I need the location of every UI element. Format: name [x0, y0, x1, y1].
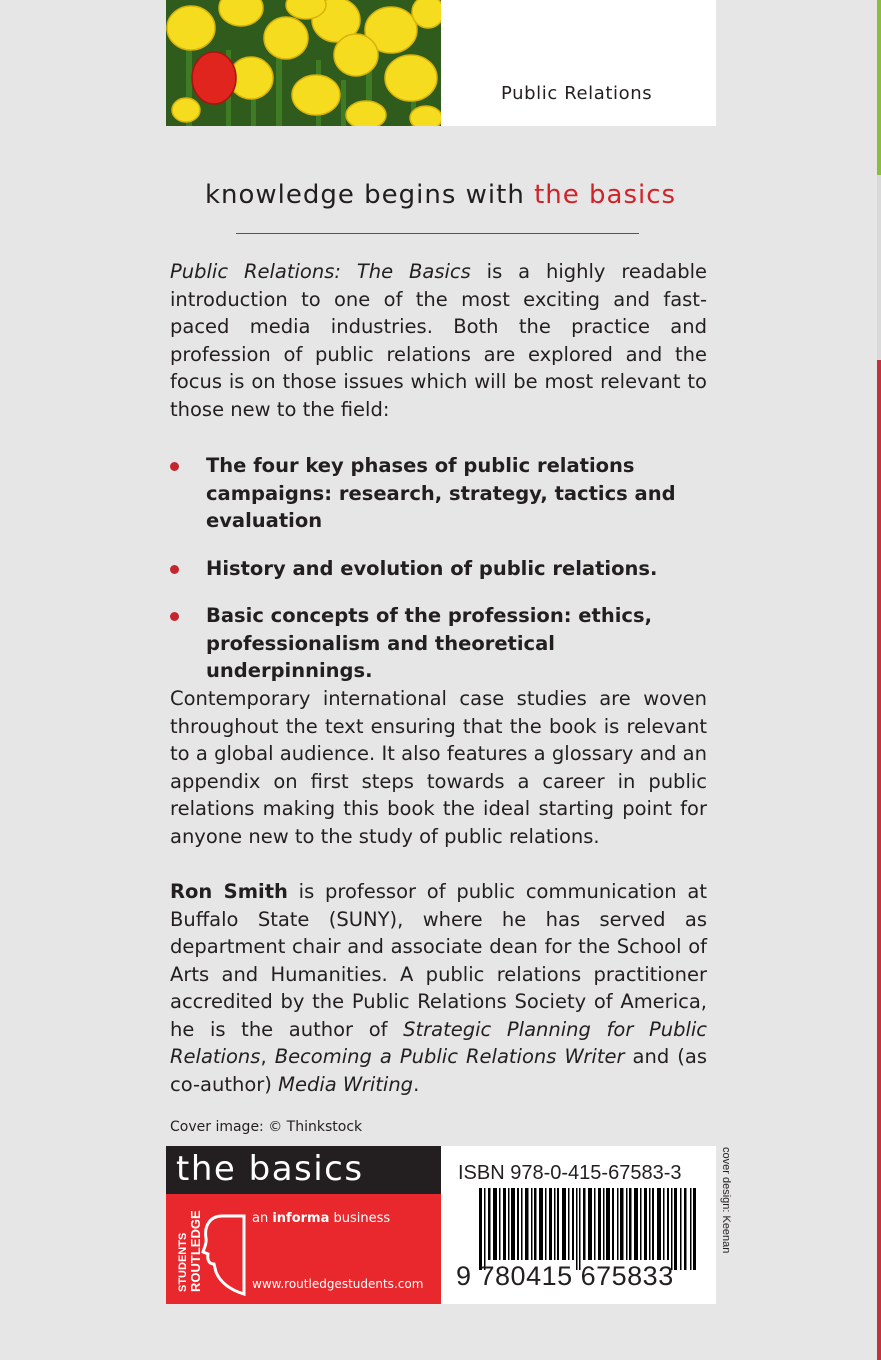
isbn-label: ISBN 978-0-415-67583-3 [458, 1162, 682, 1184]
bullet-text: History and evolution of public relations. [206, 556, 658, 580]
intro-paragraph [170, 258, 707, 423]
informa-line [252, 1211, 390, 1226]
bullet-dot [170, 612, 179, 621]
edge-red [877, 360, 881, 1360]
bullet-text: The four key phases of public relations campaigns: research, strategy, tactics and evaluation [206, 454, 676, 532]
list-item [170, 602, 715, 685]
case-studies-paragraph: Contemporary international case studies are woven throughout the text ensuring that the book is relevant to a global audience. It also features a glossary and an appendix on first steps towards a career in public relations making this book the ideal starting point for anyone new to the study of public relations. [170, 687, 707, 848]
series-block [166, 1146, 441, 1304]
informa-bold: informa [272, 1211, 330, 1226]
bio-sep-1: , [260, 1045, 275, 1068]
book-title-1: Strategic Planning for Public Relations [170, 1017, 708, 1068]
informa-prefix: an [252, 1211, 273, 1226]
book-title: Public Relations [501, 83, 653, 104]
tulip-photo [166, 0, 441, 126]
cover-image-credit: Cover image: © Thinkstock [170, 1119, 363, 1135]
bio-sep-2: and (as co-author) [170, 1045, 707, 1096]
intro-text: is a highly readable introduction to one of the most exciting and fast-paced media industries. Both the practice and profession of public relations are explored and the focus is on those issues which will be most relevant to those new to the field: [170, 260, 707, 421]
bullet-dot [170, 565, 179, 574]
tagline-accent: the basics [534, 180, 677, 210]
bio-text: is professor of public communication at Buffalo State (SUNY), where he has served as department chair and associate dean for the School of Arts and Humanities. A public relations practitioner accredited by the Public Relations Society of America, he is the author of [170, 880, 707, 1041]
author-name: Ron Smith [170, 880, 288, 903]
barcode-box [441, 1146, 716, 1304]
tagline [0, 180, 881, 210]
logo-word-1: STUDENTS [177, 1232, 189, 1292]
intro-book-title: Public Relations: The Basics [170, 260, 471, 283]
bullet-list [170, 452, 715, 705]
barcode-digits: 9 780415 675833 [456, 1261, 674, 1291]
divider [236, 233, 639, 234]
series-name: the basics [176, 1149, 364, 1189]
bullet-dot [170, 462, 179, 471]
logo-word-2: ROUTLEDGE [188, 1210, 203, 1292]
cover-design-credit: cover design: Keenan [720, 1147, 732, 1254]
informa-suffix: business [329, 1211, 391, 1226]
list-item [170, 452, 715, 535]
title-panel [441, 0, 716, 126]
book-title-2: Becoming a Public Relations Writer [274, 1045, 625, 1068]
bio-end: . [413, 1072, 420, 1096]
routledge-logo [174, 1208, 246, 1296]
list-item [170, 555, 715, 583]
series-band [166, 1146, 441, 1194]
book-title-3: Media Writing [278, 1072, 414, 1096]
tagline-prefix: knowledge begins with [204, 180, 525, 210]
edge-green [877, 0, 881, 175]
bullet-text: Basic concepts of the profession: ethics, professionalism and theoretical underpinnings. [206, 604, 652, 682]
publisher-url: www.routledgestudents.com [252, 1277, 424, 1291]
author-bio [170, 878, 707, 1098]
